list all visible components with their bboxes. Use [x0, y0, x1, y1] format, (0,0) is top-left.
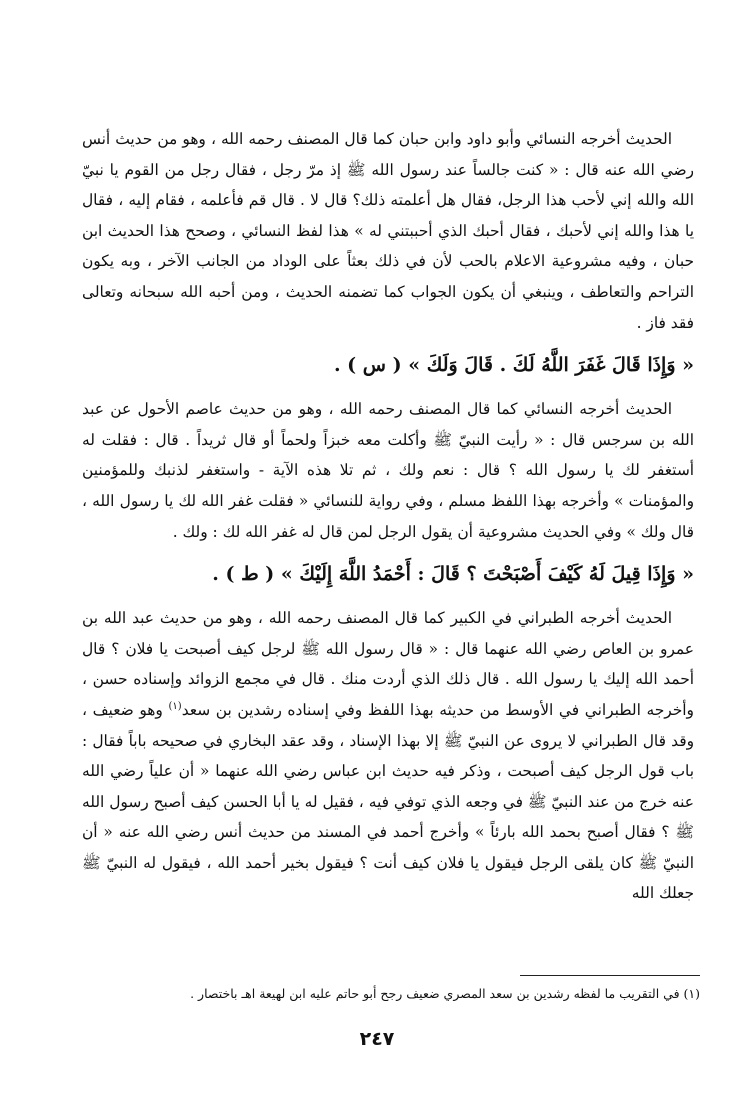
- paragraph-ghafara: الحديث أخرجه النسائي كما قال المصنف رحمه الله ، وهو من حديث عاصم الأحول عن عبد الله بن سرجس قال : « رأيت النبيّ ﷺ وأكلت معه خبزاً ولحماً أو قال ثريداً . قال : فقلت له أستغفر لك يا رسول الله ؟ قال : نعم ولك ، ثم تلا هذه الآية - واستغفر لذنبك وللمؤمنين والمؤمنات » وأخرجه بهذا اللفظ مسلم ، وفي رواية للنسائي « فقلت غفر الله لك يا رسول الله ، قال ولك » وفي الحديث مشروعية أن يقول الرجل لمن قال له غفر الله لك : ولك .: [82, 400, 694, 541]
- section-heading-ghafara: « وَإِذَا قَالَ غَفَرَ اللَّهُ لَكَ . قَالَ وَلَكَ » ( س ) .: [333, 354, 694, 377]
- paragraph-intro: الحديث أخرجه النسائي وأبو داود وابن حبان كما قال المصنف رحمه الله ، وهو من حديث أنس رضي الله عنه قال : « كنت جالساً عند رسول الله ﷺ إذ مرّ رجل ، فقال رجل من القوم يا نبيّ الله والله إني لأحب هذا الرجل، فقال هل أعلمته ذلك؟ قال لا . قال قم فأعلمه ، فقام إليه ، فقال يا هذا والله إني لأحبك ، فقال أحبك الذي أحببتني له » هذا لفظ النسائي ، وصحح هذا الحديث ابن حبان ، وفيه مشروعية الاعلام بالحب لأن في ذلك بعثاً على الوداد من الجانب الآخر ، وبه يكون التراحم والتعاطف ، وينبغي أن يكون الجواب كما تضمنه الحديث ، ومن أحبه الله سبحانه وتعالى فقد فاز .: [82, 130, 694, 332]
- section-heading-asbahta: « وَإِذَا قِيلَ لَهُ كَيْفَ أَصْبَحْتَ ؟ قَالَ : أَحْمَدُ اللَّهَ إِلَيْكَ » ( ط ) .: [212, 563, 694, 586]
- paragraph-asbahta-part1: الحديث أخرجه الطبراني في الكبير كما قال المصنف رحمه الله ، وهو من حديث عبد الله بن عمرو بن العاص رضي الله عنهما قال : « قال رسول الله ﷺ لرجل كيف أصبحت يا فلان ؟ قال أحمد الله إليك يا رسول الله . قال ذلك الذي أردت منك . قال في مجمع الزوائد وإسناده حسن ، وأخرجه الطبراني في الأوسط من حديثه بهذا اللفظ وفي إسناده رشدين بن سعد: [82, 609, 694, 719]
- footnote-marker[interactable]: (١): [168, 700, 182, 712]
- footnote-divider: [520, 975, 700, 976]
- paragraph-asbahta-part2: وهو ضعيف ، وقد قال الطبراني لا يروى عن النبيّ ﷺ إلا بهذا الإسناد ، وقد عقد البخاري في صحيحه باباً فقال : باب قول الرجل كيف أصبحت ، وذكر فيه حديث ابن عباس رضي الله عنهما « أن علياً رضي الله عنه خرج من عند النبيّ ﷺ في وجعه الذي توفي فيه ، فقيل له يا أبا الحسن كيف أصبح رسول الله ﷺ ؟ فقال أصبح بحمد الله بارئاً » وأخرج أحمد في المسند من حديث أنس رضي الله عنه « أن النبيّ ﷺ كان يلقى الرجل فيقول يا فلان كيف أنت ؟ فيقول بخير أحمد الله ، فيقول له النبيّ ﷺ جعلك الله: [82, 700, 694, 903]
- main-text: [82, 124, 694, 909]
- paragraph-asbahta: [82, 603, 694, 909]
- page-number: ٢٤٧: [359, 1028, 395, 1050]
- footnote-text: (١) في التقريب ما لفظه رشدين بن سعد المصري ضعيف رجح أبو حاتم عليه ابن لهيعة اهـ باختصار .: [190, 986, 700, 1001]
